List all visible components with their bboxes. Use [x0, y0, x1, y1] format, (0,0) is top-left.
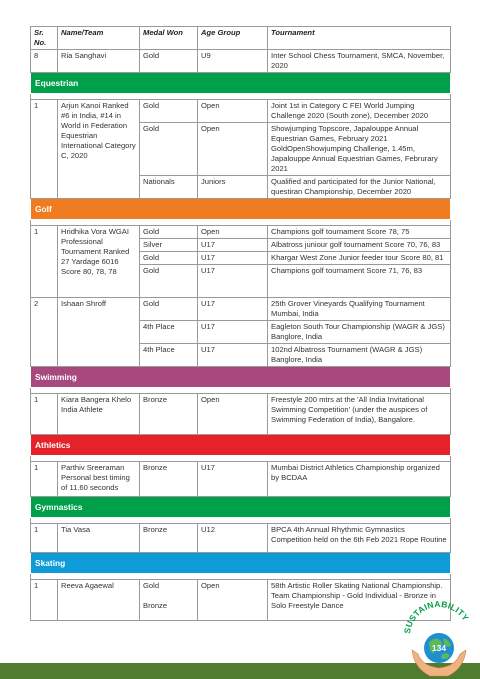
medal-cell: Gold — [140, 226, 198, 239]
medal-cell: Nationals — [140, 176, 198, 199]
section-gymnastics — [31, 497, 451, 518]
age-cell: U17 — [198, 239, 268, 252]
logo-arc-text: SUSTAINABILITY — [402, 598, 471, 635]
col-header-sr: Sr. No. — [31, 27, 58, 50]
sustainability-logo-icon — [402, 588, 476, 679]
name-cell: Arjun Kanoi Ranked #6 in India, #14 in World in Federation Equestrian International Category C, 2020 — [58, 100, 140, 199]
achievements-table — [30, 26, 451, 621]
medal-cell: Silver — [140, 239, 198, 252]
sr-cell: 1 — [31, 100, 58, 199]
age-cell: U17 — [198, 344, 268, 367]
col-header-medal: Medal Won — [140, 27, 198, 50]
sr-cell: 8 — [31, 50, 58, 73]
medal-cell — [140, 580, 198, 621]
name-cell: Ishaan Shroff — [58, 298, 140, 367]
medal-cell: Gold — [140, 298, 198, 321]
medal-value: Bronze — [143, 601, 168, 610]
sr-cell: 1 — [31, 462, 58, 497]
age-cell: Open — [198, 123, 268, 176]
medal-cell: 4th Place — [140, 321, 198, 344]
section-title: Golf — [31, 199, 451, 220]
section-equestrian — [31, 73, 451, 94]
name-cell: Kiara Bangera Khelo India Athlete — [58, 394, 140, 435]
age-cell: U9 — [198, 50, 268, 73]
tournament-cell: 25th Grover Vineyards Qualifying Tournament Mumbai, India — [268, 298, 451, 321]
age-cell: Open — [198, 580, 268, 621]
age-cell: Open — [198, 226, 268, 239]
section-title: Swimming — [31, 367, 451, 388]
medal-cell: Gold — [140, 252, 198, 265]
svg-text:SUSTAINABILITY — [402, 599, 471, 634]
tournament-cell: Inter School Chess Tournament, SMCA, November, 2020 — [268, 50, 451, 73]
medal-cell: Bronze — [140, 524, 198, 553]
tournament-cell: Joint 1st in Category C FEI World Jumping Challenge 2020 (South zone), December 2020 — [268, 100, 451, 123]
age-cell: Open — [198, 100, 268, 123]
medal-cell: Gold — [140, 100, 198, 123]
table-row — [31, 462, 451, 497]
sr-cell: 2 — [31, 298, 58, 367]
name-cell: Reeva Agaewal — [58, 580, 140, 621]
medal-cell: Gold — [140, 265, 198, 298]
tournament-cell: Champions golf tournament Score 78, 75 — [268, 226, 451, 239]
age-cell: U17 — [198, 265, 268, 298]
table-header-row — [31, 27, 451, 50]
tournament-cell: 58th Artistic Roller Skating National Championship. Team Championship - Gold Individual - Bronze in Solo Freestyle Dance — [268, 580, 451, 621]
tournament-cell: Showjumping Topscore, Japalouppe Annual Equestrian Games, February 2021 GoldOpenShowjumping Challenge, 1.45m, Japalouppe Annual Equestrian Games, Februrary 2021 — [268, 123, 451, 176]
medal-cell: Gold — [140, 123, 198, 176]
tournament-cell: Qualified and participated for the Junior National, questiran Championship, December 2020 — [268, 176, 451, 199]
col-header-age: Age Group — [198, 27, 268, 50]
sr-cell: 1 — [31, 394, 58, 435]
tournament-cell: Khargar West Zone Junior feeder tour Score 80, 81 — [268, 252, 451, 265]
age-cell: U17 — [198, 462, 268, 497]
table-row — [31, 100, 451, 123]
section-title: Gymnastics — [31, 497, 451, 518]
tournament-cell: BPCA 4th Annual Rhythmic Gymnastics Competition held on the 6th Feb 2021 Rope Routine — [268, 524, 451, 553]
section-swimming — [31, 367, 451, 388]
tournament-cell: Albatross juniour golf tournament Score 70, 76, 83 — [268, 239, 451, 252]
col-header-tournament: Tournament — [268, 27, 451, 50]
tournament-cell: Champions golf tournament Score 71, 76, 83 — [268, 265, 451, 298]
tournament-cell: 102nd Albatross Tournament (WAGR & JGS) Banglore, India — [268, 344, 451, 367]
table-row — [31, 50, 451, 73]
name-cell: Ria Sanghavi — [58, 50, 140, 73]
name-cell: Hridhika Vora WGAI Professional Tournament Ranked 27 Yardage 6016 Score 80, 78, 78 — [58, 226, 140, 298]
page-number: 134 — [431, 643, 447, 653]
section-athletics — [31, 435, 451, 456]
age-cell: Open — [198, 394, 268, 435]
sr-cell: 1 — [31, 524, 58, 553]
table-row — [31, 580, 451, 621]
table-row — [31, 226, 451, 239]
medal-cell: Bronze — [140, 394, 198, 435]
section-title: Athletics — [31, 435, 451, 456]
col-header-name: Name/Team — [58, 27, 140, 50]
table-row — [31, 524, 451, 553]
medal-cell: Bronze — [140, 462, 198, 497]
medal-cell: Gold — [140, 50, 198, 73]
table-row — [31, 298, 451, 321]
medal-cell: 4th Place — [140, 344, 198, 367]
sr-cell: 1 — [31, 226, 58, 298]
tournament-cell: Freestyle 200 mtrs at the 'All India Invitational Swimming Competition' (under the auspices of Swimming Federation of India), Bangalore. — [268, 394, 451, 435]
age-cell: U17 — [198, 252, 268, 265]
age-cell: U12 — [198, 524, 268, 553]
name-cell: Tia Vasa — [58, 524, 140, 553]
section-title: Skating — [31, 553, 451, 574]
age-cell: U17 — [198, 321, 268, 344]
age-cell: U17 — [198, 298, 268, 321]
tournament-cell: Mumbai District Athletics Championship organized by BCDAA — [268, 462, 451, 497]
table-row — [31, 394, 451, 435]
section-title: Equestrian — [31, 73, 451, 94]
name-cell: Parthiv Sreeraman Personal best timing of 11.60 seconds — [58, 462, 140, 497]
section-skating — [31, 553, 451, 574]
tournament-cell: Eagleton South Tour Championship (WAGR & JGS) Banglore, India — [268, 321, 451, 344]
section-golf — [31, 199, 451, 220]
medal-value: Gold — [143, 581, 160, 590]
sr-cell: 1 — [31, 580, 58, 621]
age-cell: Juniors — [198, 176, 268, 199]
